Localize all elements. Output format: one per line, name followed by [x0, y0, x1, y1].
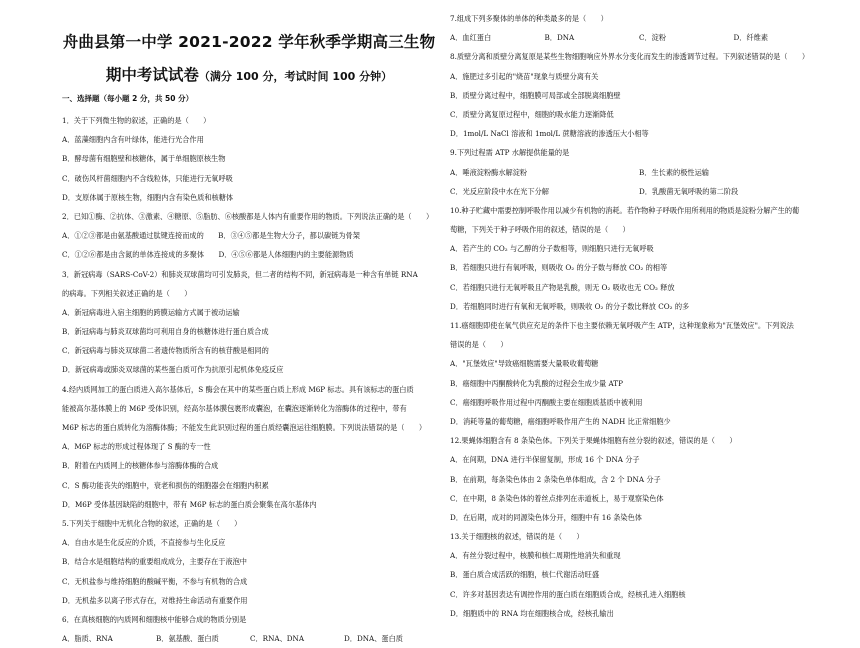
exam-title-note: （满分 100 分，考试时间 100 分钟）	[198, 70, 393, 83]
question-line: A．新冠病毒进入宿主细胞的跨膜运输方式属于被动运输	[62, 307, 240, 317]
exam-title-main: 期中考试试卷	[105, 66, 199, 84]
question-line: 的病毒。下列相关叙述正确的是（ ）	[62, 288, 192, 298]
question-line: D．消耗等量的葡萄糖，癌细胞呼吸作用产生的 NADH 比正常细胞少	[450, 416, 671, 426]
option-row	[450, 163, 828, 182]
question-line: C．许多对基因表达有调控作用的蛋白质在细胞质合成，经核孔进入细胞核	[450, 589, 686, 599]
question-line: 错误的是（ ）	[450, 340, 508, 350]
question-line: D．新冠病毒或肺炎双球菌的某些蛋白质可作为抗原引起机体免疫反应	[62, 365, 284, 375]
answer-option: B．氨基酸、蛋白质	[156, 634, 219, 644]
question-line: 6．在真核细胞的内质网和细胞核中能够合成的物质分别是	[62, 614, 247, 624]
answer-option: A．血红蛋白	[450, 33, 492, 43]
question-line: B．蛋白质合成活跃的细胞，核仁代谢活动旺盛	[450, 570, 600, 580]
question-line: B．新冠病毒与肺炎双球菌均可利用自身的核糖体进行蛋白质合成	[62, 327, 269, 337]
question-line: 4.经内质网加工的蛋白质进入高尔基体后，S 酶会在其中的某些蛋白质上形成 M6P 标志。具有该标志的蛋白质	[62, 384, 414, 394]
question-line: 7.组成下列多聚体的单体的种类最多的是（ ）	[450, 14, 608, 23]
question-line: C．无机盐参与维持细胞的酸碱平衡，不参与有机物的合成	[62, 576, 248, 586]
question-line: B．质壁分离过程中，细胞膜可局部或全部脱离细胞壁	[450, 90, 621, 100]
question-line: 1．关于下列微生物的叙述，正确的是（ ）	[62, 116, 211, 125]
answer-option: B．DNA	[544, 33, 575, 43]
question-line: 8.质壁分离和质壁分离复原是某些生物细胞响应外界水分变化而发生的渗透调节过程。下列叙述错误的是（ ）	[450, 52, 810, 62]
question-line: A．①②③都是由氨基酸通过肽键连接而成的 B．③④⑤都是生物大分子，都以碳链为骨架	[62, 231, 360, 241]
question-line: D．支原体属于原核生物，细胞内含有染色质和核糖体	[62, 192, 234, 202]
question-line: B．癌细胞中丙酮酸转化为乳酸的过程会生成少量 ATP	[450, 378, 623, 388]
question-line: A．施肥过多引起的"烧苗"现象与质壁分离有关	[450, 71, 599, 81]
question-line: C．破伤风杆菌细胞内不含线粒体，只能进行无氧呼吸	[62, 173, 233, 183]
question-line: A．有丝分裂过程中，核膜和核仁周期性地消失和重现	[450, 551, 621, 561]
question-line: C．癌细胞呼吸作用过程中丙酮酸主要在细胞质基质中被利用	[450, 397, 643, 407]
question-line: 13.关于细胞核的叙述，错误的是（ ）	[450, 532, 584, 542]
question-line: A．"瓦堡效应"导致癌细胞需要大量吸收葡萄糖	[450, 359, 599, 369]
question-line: C．若细胞只进行无氧呼吸且产物是乳酸，则无 O₂ 吸收也无 CO₂ 释放	[450, 282, 675, 292]
question-line: C．S 酶功能丧失的细胞中，衰老和损伤的细胞器会在细胞内积累	[62, 480, 269, 490]
left-question-lines	[62, 111, 438, 648]
answer-option: C．光反应阶段中水在光下分解	[450, 186, 549, 196]
question-line: B．在前期，每条染色体由 2 条染色单体组成，含 2 个 DNA 分子	[450, 474, 661, 484]
option-row	[450, 28, 828, 47]
left-column	[60, 0, 438, 644]
question-line: B．附着在内质网上的核糖体参与溶酶体酶的合成	[62, 461, 219, 471]
question-line: A．自由水是生化反应的介质，不直接参与生化反应	[62, 538, 226, 548]
question-line: A．蓝藻细胞内含有叶绿体，能进行光合作用	[62, 135, 204, 145]
question-line: 11.癌细胞即使在氧气供应充足的条件下也主要依赖无氧呼吸产生 ATP，这种现象称为"瓦堡效应"。下列说法	[450, 321, 794, 330]
question-line: 萄糖，下列关于种子呼吸作用的叙述，错误的是（ ）	[450, 225, 630, 235]
answer-option: B．生长素的极性运输	[639, 167, 709, 177]
right-question-lines	[450, 9, 828, 623]
question-line: D．细胞质中的 RNA 均在细胞核合成，经核孔输出	[450, 608, 614, 618]
question-line: A．若产生的 CO₂ 与乙醇的分子数相等，则细胞只进行无氧呼吸	[450, 244, 654, 254]
question-line: 5.下列关于细胞中无机化合物的叙述，正确的是（ ）	[62, 518, 242, 528]
question-line: 10.种子贮藏中需要控制呼吸作用以减少有机物的消耗。若作物种子呼吸作用所利用的物质是淀粉分解产生的葡	[450, 205, 800, 215]
answer-option: A．唾液淀粉酶水解淀粉	[450, 167, 528, 177]
answer-option: C．RNA、DNA	[250, 634, 305, 644]
answer-option: D．DNA、蛋白质	[344, 634, 403, 644]
right-column	[448, 0, 828, 618]
question-line: D．在后期，成对的同源染色体分开，细胞中有 16 条染色体	[450, 512, 642, 522]
option-row	[450, 182, 828, 201]
question-line: M6P 标志的蛋白质转化为溶酶体酶；不能发生此识别过程的蛋白质经囊泡运往细胞膜。下列说法错误的是（ ）	[62, 423, 427, 432]
question-line: B．结合水是细胞结构的重要组成成分，主要存在于液泡中	[62, 557, 247, 567]
question-line: A．M6P 标志的形成过程体现了 S 酶的专一性	[62, 442, 211, 452]
question-line: B．若细胞只进行有氧呼吸，则吸收 O₂ 的分子数与释放 CO₂ 的相等	[450, 263, 668, 273]
answer-option: D．纤维素	[733, 33, 769, 43]
question-line: C．新冠病毒与肺炎双球菌二者遗传物质所含有的核苷酸是相同的	[62, 346, 269, 356]
exam-title-line2	[60, 63, 438, 85]
question-line: D．无机盐多以离子形式存在，对维持生命活动有重要作用	[62, 595, 248, 605]
question-line: 12.果蝇体细胞含有 8 条染色体。下列关于果蝇体细胞有丝分裂的叙述，错误的是（ ）	[450, 436, 737, 446]
question-line: 3．新冠病毒（SARS-CoV-2）和肺炎双球菌均可引发肺炎，但二者的结构不同，新冠病毒是一种含有单链 RNA	[62, 269, 418, 279]
question-line: 9.下列过程需 ATP 水解提供能量的是	[450, 148, 570, 158]
question-line: D．若细胞同时进行有氧和无氧呼吸，则吸收 O₂ 的分子数比释放 CO₂ 的多	[450, 301, 690, 311]
answer-option: A．脂质、RNA	[62, 634, 113, 644]
option-row	[62, 629, 438, 648]
question-line: A．在间期，DNA 进行半保留复制，形成 16 个 DNA 分子	[450, 455, 640, 465]
question-line: 2．已知①酶、②抗体、③激素、④糖原、⑤脂肪、⑥核酸都是人体内有重要作用的物质。下列说法正确的是（ ）	[62, 211, 434, 221]
section-heading: 一、选择题（每小题 2 分，共 50 分）	[62, 94, 194, 103]
question-line: B．酵母菌有细胞壁和核糖体，属于单细胞原核生物	[62, 154, 226, 164]
answer-option: D．乳酸菌无氧呼吸的第二阶段	[639, 186, 739, 196]
question-line: D．1mol/L NaCl 溶液和 1mol/L 蔗糖溶液的渗透压大小相等	[450, 129, 649, 139]
question-line: C．质壁分离复原过程中，细胞的吸水能力逐渐降低	[450, 109, 614, 119]
question-line: 能被高尔基体膜上的 M6P 受体识别，经高尔基体膜包裹形成囊泡，在囊泡逐渐转化为溶酶体的过程中，带有	[62, 403, 407, 413]
question-line: C．①②⑥都是由含氮的单体连接成的多聚体 D．④⑤⑥都是人体细胞内的主要能源物质	[62, 250, 354, 260]
exam-title-line1: 舟曲县第一中学 2021-2022 学年秋季学期高三生物	[62, 33, 436, 51]
question-line: D．M6P 受体基因缺陷的细胞中，带有 M6P 标志的蛋白质会聚集在高尔基体内	[62, 499, 317, 509]
question-line: C．在中期，8 条染色体的着丝点排列在赤道板上，易于观察染色体	[450, 493, 664, 503]
answer-option: C．淀粉	[639, 33, 667, 43]
